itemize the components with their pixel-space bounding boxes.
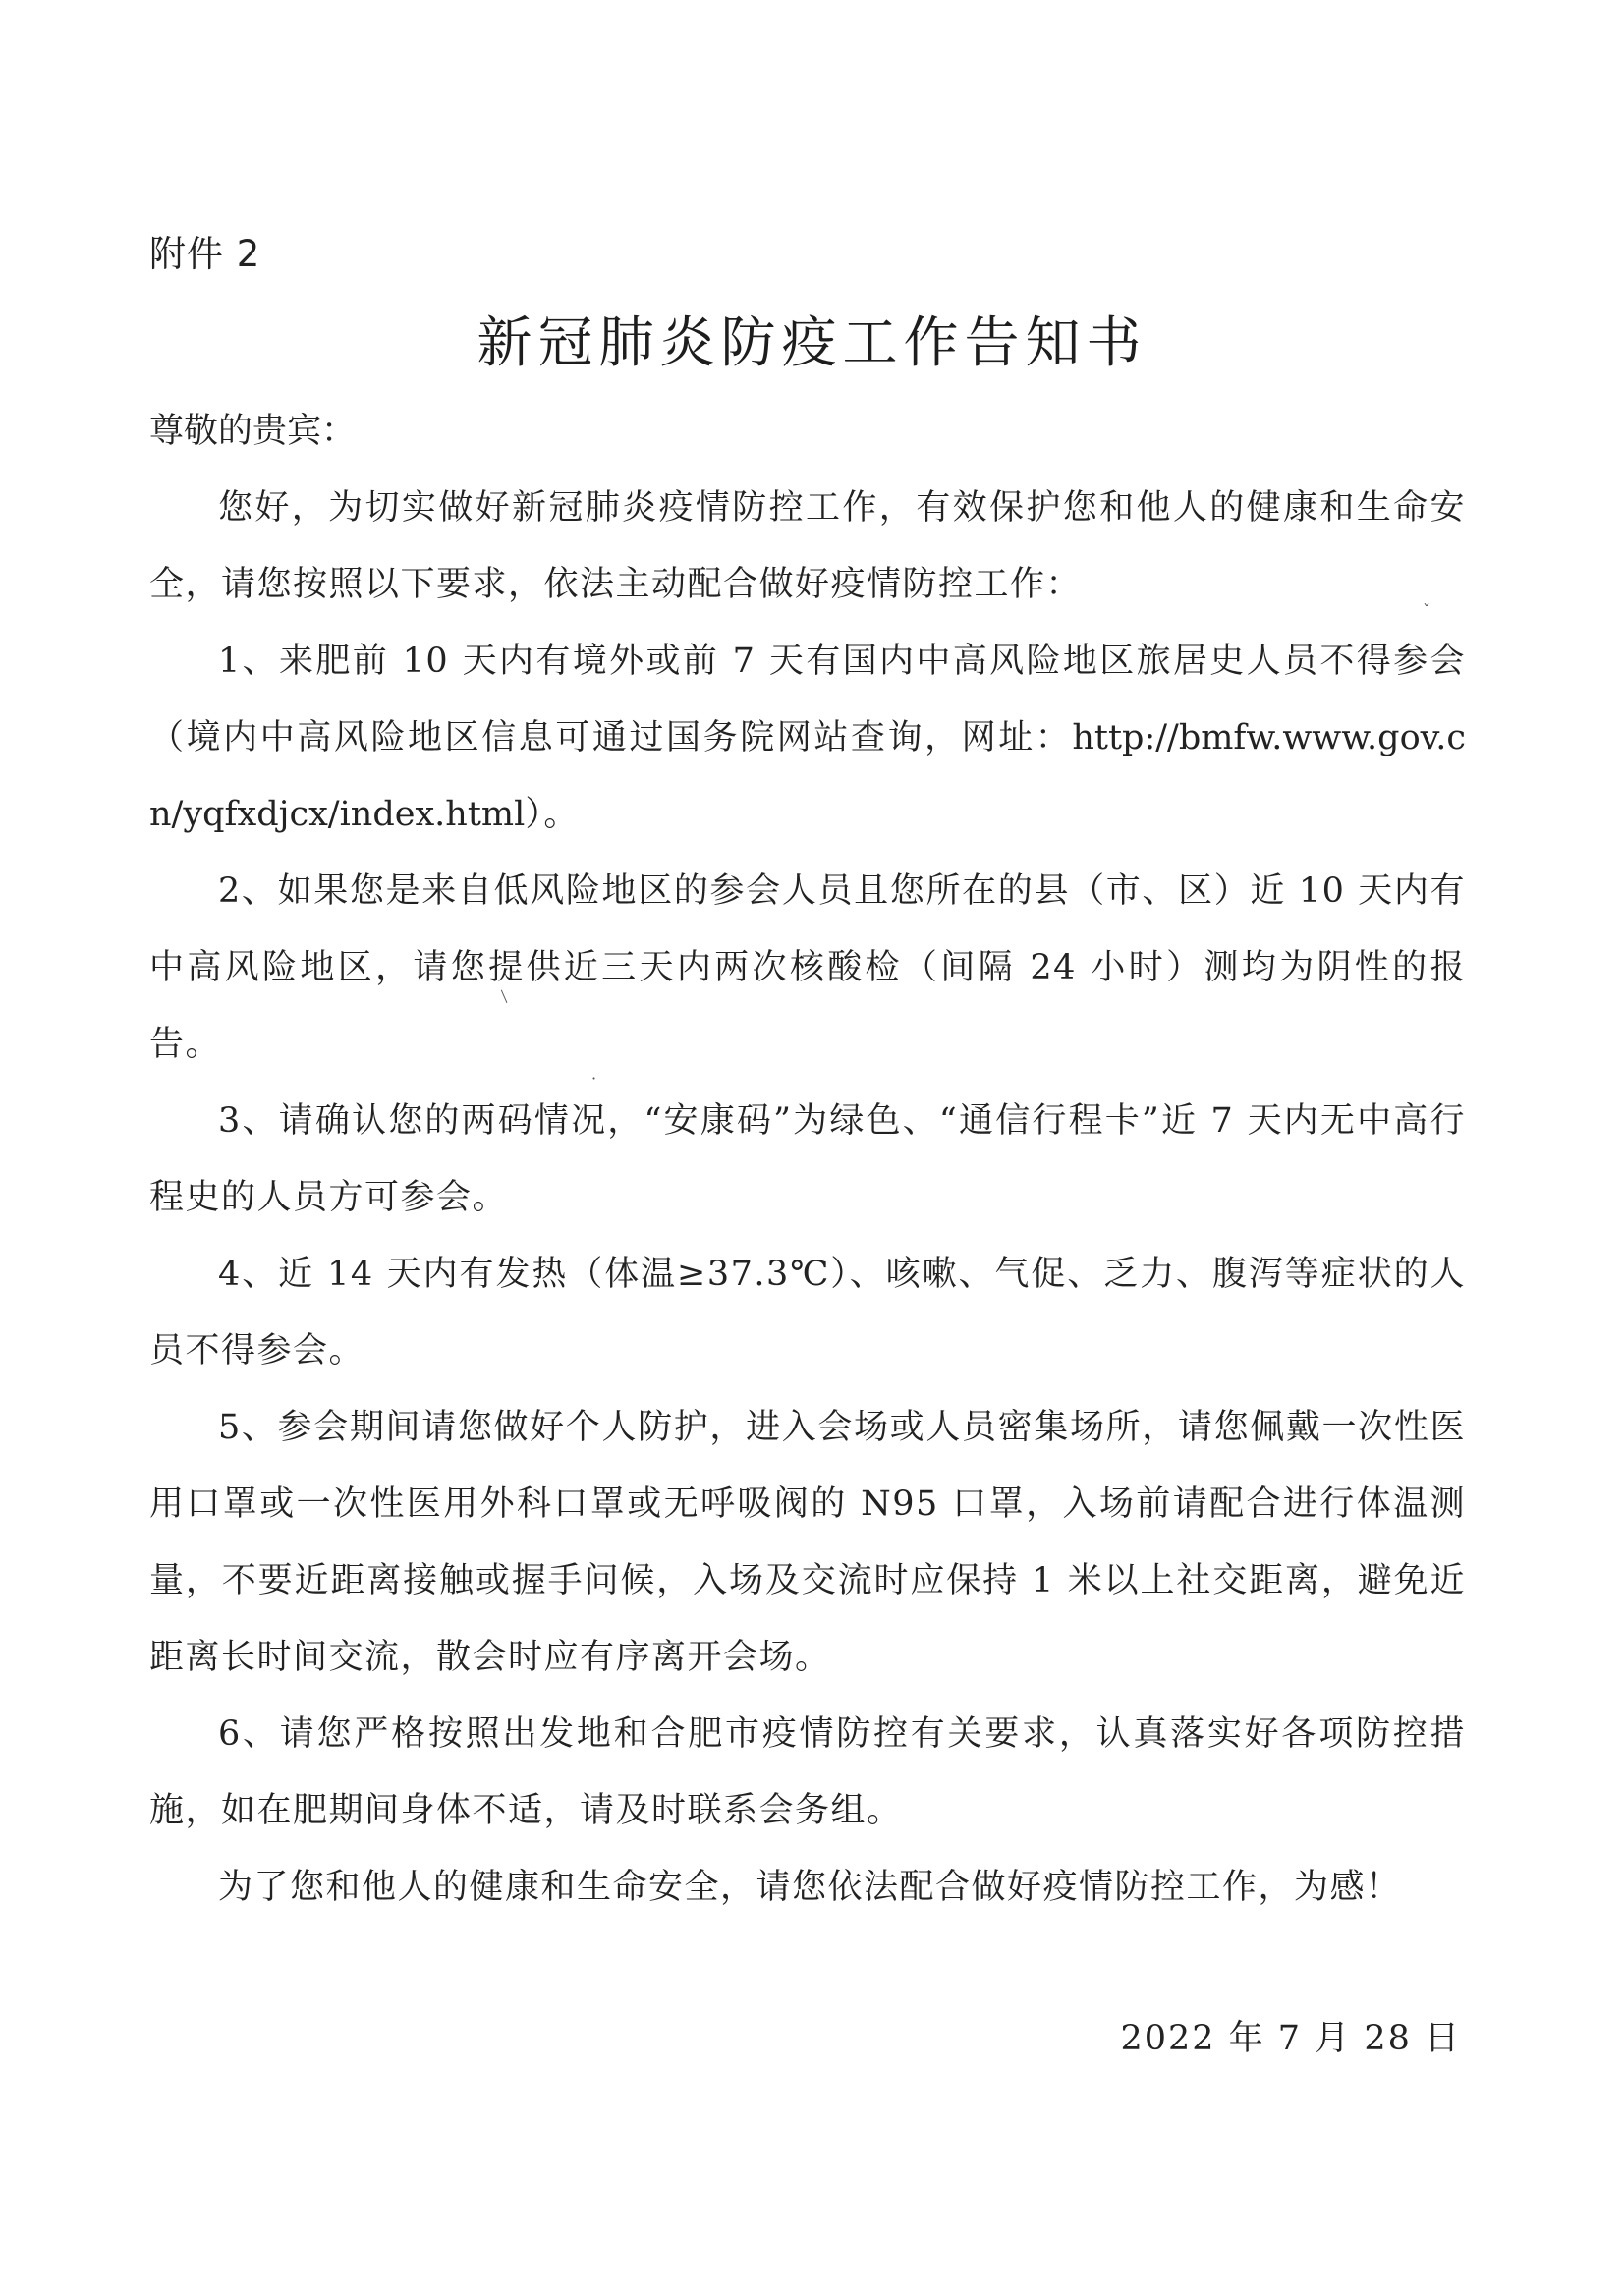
- attachment-label: 附件 2: [149, 233, 261, 275]
- item-6-paragraph: 6、请您严格按照出发地和合肥市疫情防控有关要求，认真落实好各项防控措施，如在肥期间身体不适，请及时联系会务组。: [149, 1714, 1466, 1830]
- scan-speck: ⁄: [495, 989, 513, 1004]
- item-3-paragraph: 3、请确认您的两码情况，“安康码”为绿色、“通信行程卡”近 7 天内无中高行程史的人员方可参会。: [149, 1101, 1466, 1217]
- salutation: 尊敬的贵宾：: [149, 412, 357, 451]
- item-1-tail: ）。: [525, 795, 580, 834]
- closing-paragraph: 为了您和他人的健康和生命安全，请您依法配合做好疫情防控工作，为感！: [218, 1868, 1402, 1907]
- scan-speck: ·: [591, 1069, 597, 1088]
- scan-speck: ˇ: [1423, 601, 1430, 620]
- item-2-paragraph: 2、如果您是来自低风险地区的参会人员且您所在的县（市、区）近 10 天内有中高风险地区，请您提供近三天内两次核酸检（间隔 24 小时）测均为阴性的报告。: [149, 871, 1466, 1064]
- document-title: 新冠肺炎防疫工作告知书: [476, 311, 1148, 375]
- document-body: [149, 383, 1466, 1926]
- government-website-link: http://bmfw.www.gov.cn/yqfxdjcx/index.html: [149, 718, 1466, 834]
- item-1-text: 1、来肥前 10 天内有境外或前 7 天有国内中高风险地区旅居史人员不得参会（境内中高风险地区信息可通过国务院网站查询，网址：: [149, 642, 1466, 757]
- intro-paragraph: 您好，为切实做好新冠肺炎疫情防控工作，有效保护您和他人的健康和生命安全，请您按照以下要求，依法主动配合做好疫情防控工作：: [149, 488, 1466, 604]
- document-date: 2022 年 7 月 28 日: [1120, 2019, 1461, 2058]
- item-1-paragraph: [149, 623, 1466, 853]
- item-4-paragraph: 4、近 14 天内有发热（体温≥37.3℃）、咳嗽、气促、乏力、腹泻等症状的人员不得参会。: [149, 1255, 1466, 1371]
- item-5-paragraph: 5、参会期间请您做好个人防护，进入会场或人员密集场所，请您佩戴一次性医用口罩或一次性医用外科口罩或无呼吸阀的 N95 口罩，入场前请配合进行体温测量，不要近距离接触或握手问候，入场及交流时应保持 1 米以上社交距离，避免近距离长时间交流，散会时应有序离开会场。: [149, 1408, 1466, 1677]
